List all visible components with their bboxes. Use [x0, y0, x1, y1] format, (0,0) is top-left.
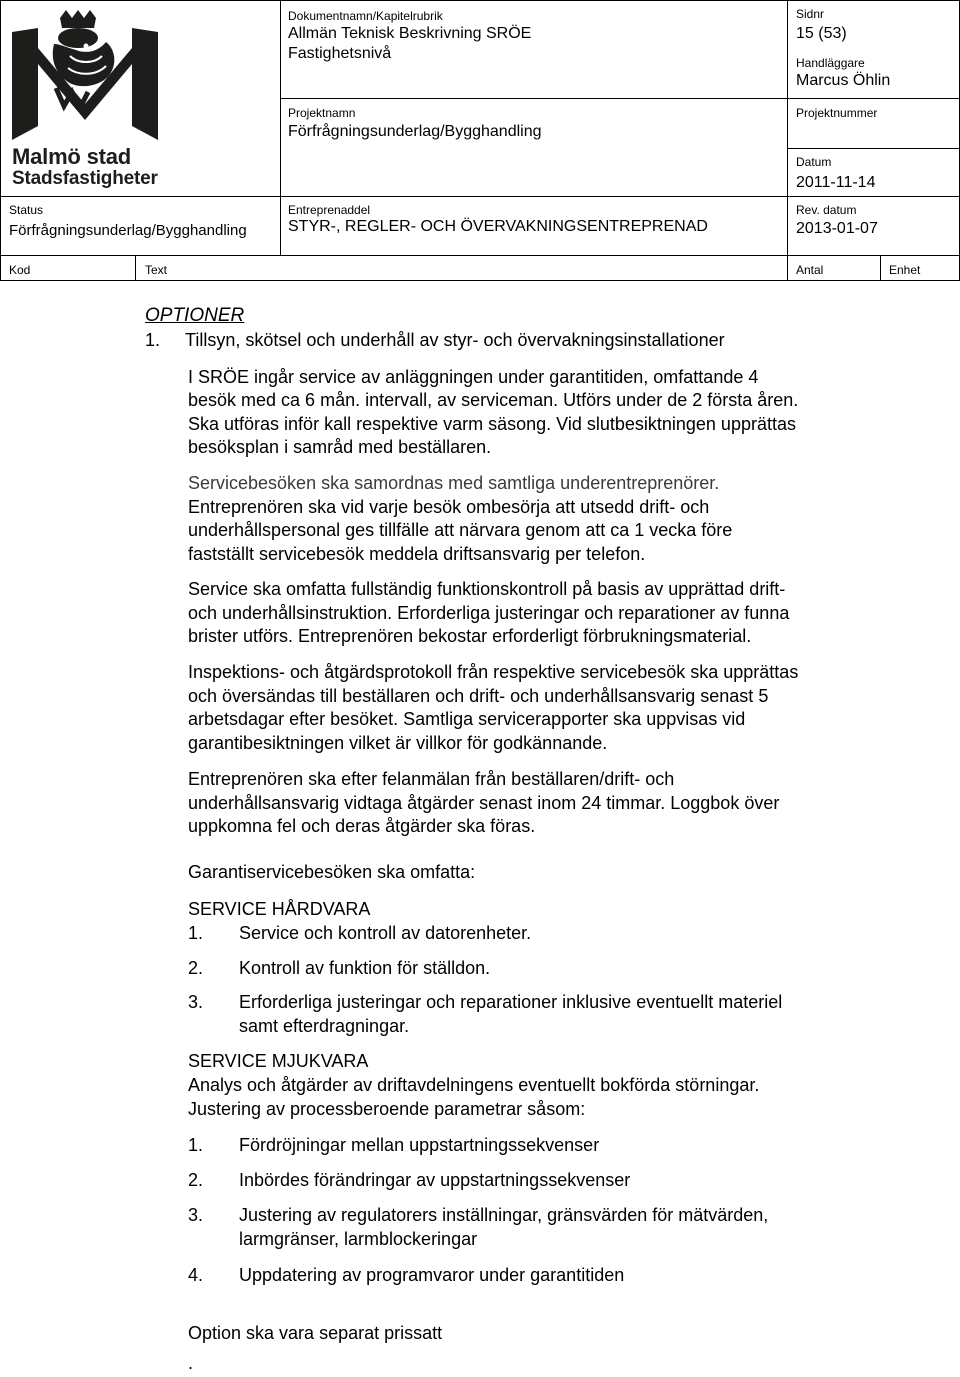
header-rule-right-mid1: [787, 98, 960, 99]
p1-line: I SRÖE ingår service av anläggningen under garantitiden, omfattande 4: [188, 367, 759, 387]
option-note: Option ska vara separat prissatt: [188, 1323, 443, 1343]
project-name-value: Förfrågningsunderlag/Bygghandling: [288, 123, 542, 140]
hw-item-text: Erforderliga justeringar och reparationer inklusive eventuellt materiel: [239, 992, 783, 1012]
sw-intro-line: Analys och åtgärder av driftavdelningens eventuellt bokförda störningar.: [188, 1075, 760, 1095]
handler-label: Handläggare: [796, 56, 865, 70]
contract-part-value: STYR-, REGLER- OCH ÖVERVAKNINGSENTREPRENAD: [288, 218, 708, 235]
p2-line: Entreprenören ska vid varje besök ombesörja att utsedd drift- och: [188, 497, 710, 517]
p5-line: underhållsansvarig vidtaga åtgärder senast inom 24 timmar. Loggbok över: [188, 793, 780, 813]
colhdr-vrule-1: [135, 256, 136, 281]
date-value: 2011-11-14: [796, 174, 876, 191]
coat-of-arms-icon: [10, 8, 160, 144]
options-heading: OPTIONER: [145, 305, 245, 326]
sw-item-number: 1.: [188, 1135, 204, 1155]
p5-line: Entreprenören ska efter felanmälan från beställaren/drift- och: [188, 769, 675, 789]
project-number-label: Projektnummer: [796, 106, 878, 120]
status-label: Status: [9, 203, 44, 217]
sw-item-text: Justering av regulatorers inställningar, gränsvärden för mätvärden,: [239, 1205, 769, 1225]
sw-item-number: 3.: [188, 1205, 204, 1225]
p1-line: besök med ca 6 mån. intervall, av serviceman. Utförs under de 2 första åren.: [188, 390, 799, 410]
p3-line: brister utförs. Entreprenören bekostar erforderligt förbrukningsmaterial.: [188, 626, 752, 646]
column-enhet: Enhet: [889, 263, 921, 277]
column-kod: Kod: [9, 263, 31, 277]
page-number-label: Sidnr: [796, 7, 825, 21]
p5-line: uppkomna fel och deras åtgärder ska föras.: [188, 816, 536, 836]
project-name-label: Projektnamn: [288, 106, 356, 120]
handler-value: Marcus Öhlin: [796, 72, 891, 89]
contract-part-label: Entreprenaddel: [288, 203, 371, 217]
item1-number: 1.: [145, 330, 161, 350]
rev-date-label: Rev. datum: [796, 203, 857, 217]
p4-line: garantibesiktningen vilket är villkor för godkännande.: [188, 733, 608, 753]
logo-text-stadsfastigheter: Stadsfastigheter: [12, 168, 158, 189]
colhdr-vrule-2: [787, 256, 788, 281]
header-rule-mid2: [0, 196, 960, 197]
p3-line: och underhållsinstruktion. Erforderliga justeringar och reparationer av funna: [188, 603, 790, 623]
p2-line: Servicebesöken ska samordnas med samtliga underentreprenörer.: [188, 473, 720, 493]
sw-intro-line: Justering av processberoende parametrar såsom:: [188, 1099, 586, 1119]
p4-line: Inspektions- och åtgärdsprotokoll från respektive servicebesök ska upprättas: [188, 662, 799, 682]
header-rule-mid1: [280, 98, 787, 99]
item1-title: Tillsyn, skötsel och underhåll av styr- och övervakningsinstallationer: [185, 330, 725, 350]
p4-line: och översändas till beställaren och drift- och underhållsansvarig senast 5: [188, 686, 769, 706]
p3-line: Service ska omfatta fullständig funktionskontroll på basis av upprättad drift-: [188, 579, 786, 599]
hardware-heading: SERVICE HÅRDVARA: [188, 899, 371, 919]
doc-name-line1: Allmän Teknisk Beskrivning SRÖE: [288, 25, 532, 42]
p4-line: arbetsdagar efter besöket. Samtliga servicerapporter ska uppvisas vid: [188, 709, 746, 729]
sw-item-text: larmgränser, larmblockeringar: [239, 1229, 478, 1249]
hw-item-text: samt efterdragningar.: [239, 1016, 410, 1036]
p1-line: besöksplan i samråd med beställaren.: [188, 437, 492, 457]
hw-item-number: 2.: [188, 958, 204, 978]
date-label: Datum: [796, 155, 832, 169]
logo-text-malmo-stad: Malmö stad: [12, 144, 132, 169]
hw-item-text: Kontroll av funktion för ställdon.: [239, 958, 491, 978]
final-dot: .: [188, 1353, 194, 1373]
hw-item-number: 3.: [188, 992, 204, 1012]
header-vrule-1: [280, 0, 281, 256]
doc-name-line2: Fastighetsnivå: [288, 45, 392, 62]
header-vrule-left: [0, 0, 1, 281]
sw-item-number: 4.: [188, 1265, 204, 1285]
column-text: Text: [145, 263, 168, 277]
header-rule-bottom: [0, 255, 960, 256]
hw-item-text: Service och kontroll av datorenheter.: [239, 923, 532, 943]
sw-item-text: Uppdatering av programvaror under garantitiden: [239, 1265, 625, 1285]
header-rule-right-mid2: [787, 148, 960, 149]
page-number-value: 15 (53): [796, 25, 847, 42]
sw-item-text: Inbördes förändringar av uppstartningssekvenser: [239, 1170, 631, 1190]
header-rule-top: [0, 0, 960, 1]
sw-item-text: Fördröjningar mellan uppstartningssekvenser: [239, 1135, 600, 1155]
guarantee-intro: Garantiservicebesöken ska omfatta:: [188, 862, 476, 882]
rev-date-value: 2013-01-07: [796, 220, 878, 237]
software-heading: SERVICE MJUKVARA: [188, 1051, 369, 1071]
p2-line: underhållspersonal ges tillfälle att närvara genom att ca 1 vecka före: [188, 520, 733, 540]
p2-line: fastställt servicebesök meddela driftsansvarig per telefon.: [188, 544, 646, 564]
malmo-stad-logo: [10, 8, 160, 190]
hw-item-number: 1.: [188, 923, 204, 943]
header-vrule-2: [787, 0, 788, 256]
column-header-rule: [0, 280, 960, 281]
p1-line: Ska utföras inför kall respektive varm säsong. Vid slutbesiktningen upprättas: [188, 414, 796, 434]
sw-item-number: 2.: [188, 1170, 204, 1190]
colhdr-vrule-3: [880, 256, 881, 281]
column-antal: Antal: [796, 263, 824, 277]
status-value: Förfrågningsunderlag/Bygghandling: [9, 222, 247, 239]
doc-name-label: Dokumentnamn/Kapitelrubrik: [288, 9, 443, 23]
